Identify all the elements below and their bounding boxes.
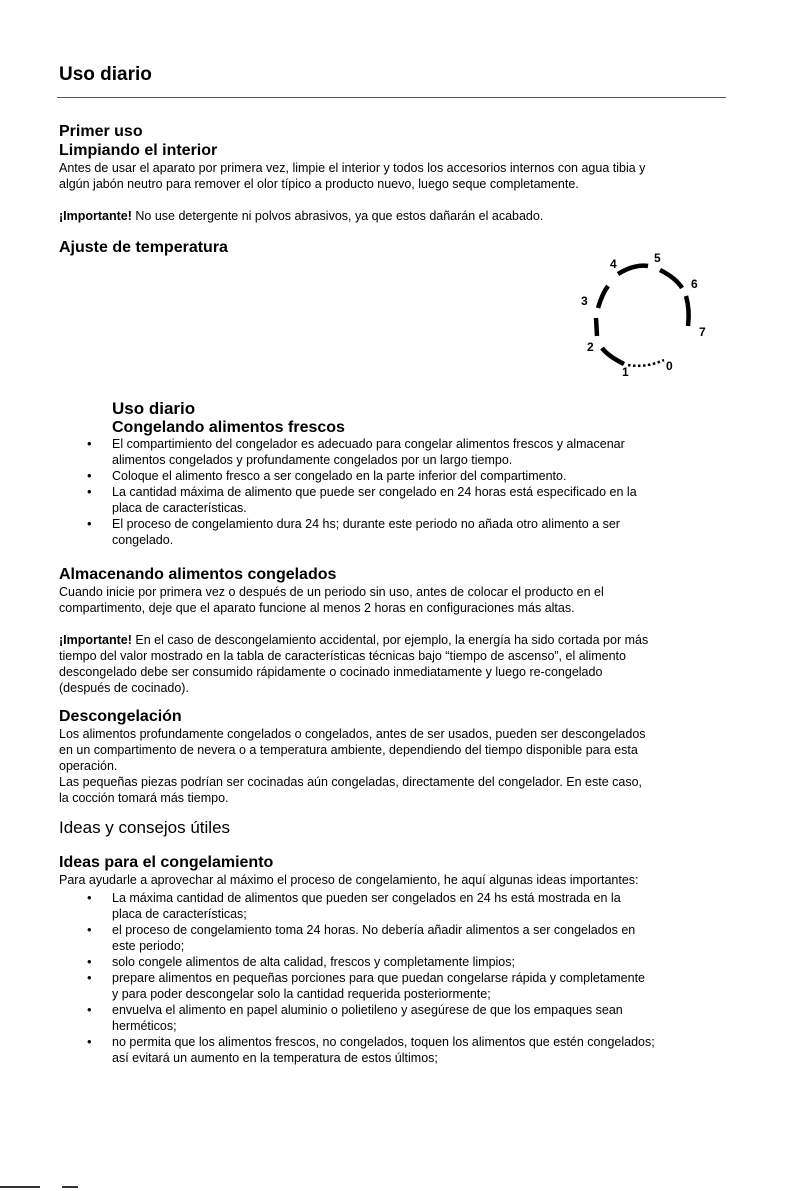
storing-text-line1: Cuando inicie por primera vez o después de un periodo sin uso, antes de colocar el producto en el [59, 585, 604, 599]
footer-mark [0, 1186, 40, 1188]
page-title: Uso diario [59, 64, 152, 85]
freezing-ideas-intro: Para ayudarle a aprovechar al máximo el proceso de congelamiento, he aquí algunas ideas importantes: [59, 873, 639, 887]
cleaning-heading: Limpiando el interior [59, 142, 218, 159]
tips-item [87, 890, 712, 922]
bullet-icon: • [87, 516, 92, 531]
tips-list [87, 890, 712, 1066]
tips-item [87, 922, 712, 954]
defrost-line3: operación. [59, 759, 118, 773]
tips-heading: Ideas y consejos útiles [59, 818, 231, 837]
first-use-heading: Primer uso [59, 123, 143, 140]
bullet-icon: • [87, 954, 92, 969]
storing-section [59, 565, 739, 696]
daily-use-item [87, 436, 712, 468]
tips-section [59, 853, 749, 888]
defrost-line5: la cocción tomará más tiempo. [59, 791, 229, 805]
bullet-icon: • [87, 468, 92, 483]
defrost-heading: Descongelación [59, 708, 182, 725]
storing-text-line2: compartimento, deje que el aparato funcione al menos 2 horas en configuraciones más altas. [59, 601, 575, 615]
bullet-icon: • [87, 1034, 92, 1049]
dial-arc-4 [618, 266, 648, 274]
daily-use-item [87, 516, 712, 548]
tips-item [87, 1002, 712, 1034]
important-text: No use detergente ni polvos abrasivos, ya que estos dañarán el acabado. [131, 209, 544, 223]
storing-important-label: ¡Importante! [59, 633, 132, 647]
thermostat-dial-icon [578, 248, 708, 382]
dial-label-1: 1 [622, 365, 629, 379]
bullet-icon: • [87, 922, 92, 937]
tips-item-line: este periodo; [112, 939, 185, 953]
dial-arc-5 [660, 270, 682, 288]
storing-important-line1: ¡Importante! En el caso de descongelamiento accidental, por ejemplo, la energía ha sido cortada por más [59, 633, 649, 647]
daily-use-list [87, 436, 712, 548]
tips-item-line: placa de características; [112, 907, 247, 921]
bullet-icon: • [87, 890, 92, 905]
important-label: ¡Importante! [59, 209, 132, 223]
storing-important-line3: descongelado debe ser consumido rápidamente o cocinado inmediatamente y luego re-congelado [59, 665, 603, 679]
daily-use-item-line: alimentos congelados y profundamente congelados por un largo tiempo. [112, 453, 513, 467]
tips-item-line: y para poder descongelar solo la cantidad requerida posteriormente; [112, 987, 491, 1001]
tips-item-line: solo congele alimentos de alta calidad, frescos y completamente limpios; [112, 955, 515, 969]
bullet-icon: • [87, 436, 92, 451]
temperature-heading: Ajuste de temperatura [59, 239, 228, 256]
title-divider [57, 97, 726, 98]
tips-item [87, 1034, 712, 1066]
daily-use-heading-block [112, 398, 345, 437]
tips-item-line: envuelva el alimento en papel aluminio o polietileno y asegúrese de que los empaques sean [112, 1003, 623, 1017]
cleaning-text-line2: algún jabón neutro para remover el olor típico a producto nuevo, luego seque completamente. [59, 177, 579, 191]
dial-arc-3 [596, 318, 597, 336]
dial-label-4: 4 [610, 257, 617, 271]
tips-item-line: el proceso de congelamiento toma 24 horas. No debería añadir alimentos a ser congelados en [112, 923, 636, 937]
tips-item-line: prepare alimentos en pequeñas porciones para que puedan congelarse rápida y completamente [112, 971, 645, 985]
defrost-line2: en un compartimento de nevera o a temperatura ambiente, dependiendo del tiempo disponible para esta [59, 743, 638, 757]
daily-use-item [87, 484, 712, 516]
bullet-icon: • [87, 484, 92, 499]
bullet-icon: • [87, 970, 92, 985]
defrost-line4: Las pequeñas piezas podrían ser cocinadas aún congeladas, directamente del congelador. En este caso, [59, 775, 643, 789]
tips-item-line: así evitará un aumento en la temperatura de estos últimos; [112, 1051, 438, 1065]
storing-important-line4: (después de cocinado). [59, 681, 189, 695]
daily-use-item-line: placa de características. [112, 501, 247, 515]
footer-mark-small [62, 1186, 78, 1188]
dial-arc-2 [602, 348, 624, 364]
daily-use-item-line: congelado. [112, 533, 174, 547]
daily-use-item [87, 468, 712, 484]
dial-label-2: 2 [587, 340, 594, 354]
daily-use-item-line: Coloque el alimento fresco a ser congelado en la parte inferior del compartimento. [112, 469, 567, 483]
important-note [59, 208, 739, 224]
tips-item-line: herméticos; [112, 1019, 177, 1033]
dial-label-5: 5 [654, 251, 661, 265]
storing-important-line2: tiempo del valor mostrado en la tabla de características técnicas bajo “tiempo de ascenso”, el alimento [59, 649, 626, 663]
storing-heading: Almacenando alimentos congelados [59, 566, 337, 583]
tips-item-line: no permita que los alimentos frescos, no congelados, toquen los alimentos que estén congelados; [112, 1035, 655, 1049]
bullet-icon: • [87, 1002, 92, 1017]
tips-item [87, 954, 712, 970]
cleaning-text-line1: Antes de usar el aparato por primera vez, limpie el interior y todos los accesorios internos con agua tibia y [59, 161, 646, 175]
freezing-ideas-heading: Ideas para el congelamiento [59, 854, 274, 871]
dial-label-0: 0 [666, 359, 673, 373]
freezing-fresh-heading: Congelando alimentos frescos [112, 419, 345, 436]
daily-use-item-line: La cantidad máxima de alimento que puede ser congelado en 24 horas está especificado en la [112, 485, 637, 499]
dial-label-7: 7 [699, 325, 706, 339]
dial-label-6: 6 [691, 277, 698, 291]
dial-arc-6 [686, 296, 689, 326]
dial-arc-3b [598, 286, 608, 308]
tips-item [87, 970, 712, 1002]
daily-use-heading: Uso diario [112, 399, 196, 418]
defrost-line1: Los alimentos profundamente congelados o congelados, antes de ser usados, pueden ser descongelados [59, 727, 646, 741]
dial-arc-off [628, 360, 664, 366]
daily-use-item-line: El proceso de congelamiento dura 24 hs; durante este periodo no añada otro alimento a ser [112, 517, 620, 531]
dial-label-3: 3 [581, 294, 588, 308]
daily-use-item-line: El compartimiento del congelador es adecuado para congelar alimentos frescos y almacenar [112, 437, 625, 451]
defrost-section [59, 707, 749, 806]
first-use-section [59, 122, 739, 224]
tips-item-line: La máxima cantidad de alimentos que pueden ser congelados en 24 hs está mostrada en la [112, 891, 621, 905]
